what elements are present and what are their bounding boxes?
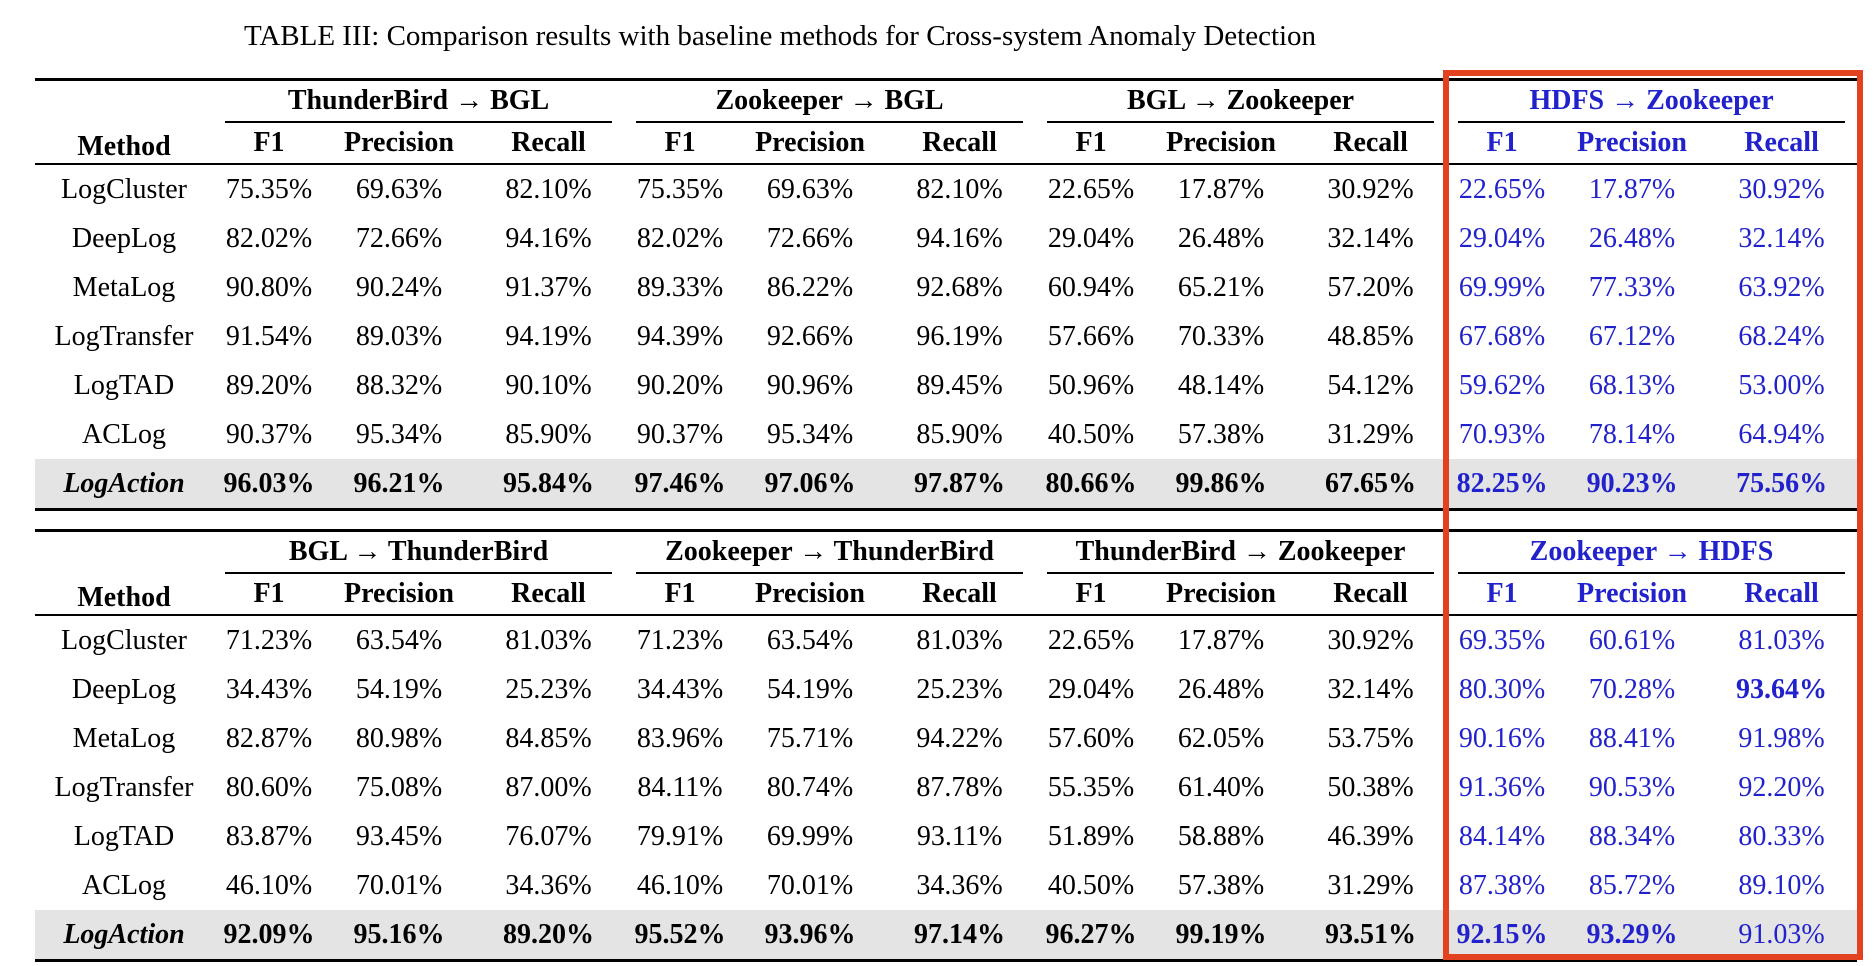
value-cell: 80.33% [1738, 820, 1825, 852]
value-cell: 31.29% [1327, 869, 1414, 901]
value-cell: 34.36% [505, 869, 592, 901]
metric-header-row [35, 123, 1857, 164]
value-cell: 85.90% [505, 418, 592, 450]
value-cell: 82.25% [1446, 459, 1558, 510]
group-header-label: ThunderBird → BGL [225, 83, 612, 123]
method-cell: LogCluster [61, 173, 187, 205]
value-cell: 48.85% [1327, 320, 1414, 352]
value-cell: 92.68% [916, 271, 1003, 303]
value-cell: 92.09% [213, 910, 325, 961]
value-cell: 82.02% [636, 222, 724, 254]
metric-header: Recall [884, 123, 1035, 164]
value-cell: 67.12% [1588, 320, 1676, 352]
table-row [35, 164, 1857, 214]
value-cell: 25.23% [916, 673, 1003, 705]
table-header [35, 531, 1857, 616]
value-cell: 65.21% [1177, 271, 1265, 303]
metric-header: Precision [736, 574, 884, 615]
value-cell: 71.23% [636, 624, 724, 656]
method-cell: LogAction [35, 910, 213, 961]
value-cell: 87.00% [505, 771, 592, 803]
metric-header: Recall [473, 123, 624, 164]
metric-header: Recall [1295, 123, 1446, 164]
table-row [35, 361, 1857, 410]
value-cell: 40.50% [1047, 418, 1135, 450]
value-cell: 94.39% [636, 320, 724, 352]
metric-header: F1 [1035, 574, 1147, 615]
value-cell: 90.20% [636, 369, 724, 401]
value-cell: 84.85% [505, 722, 592, 754]
metric-header: F1 [1035, 123, 1147, 164]
value-cell: 53.00% [1738, 369, 1825, 401]
method-cell: ACLog [82, 869, 166, 901]
value-cell: 72.66% [766, 222, 854, 254]
value-cell: 95.34% [766, 418, 854, 450]
value-cell: 31.29% [1327, 418, 1414, 450]
method-cell: LogAction [35, 459, 213, 510]
value-cell: 81.03% [916, 624, 1003, 656]
metric-header: Precision [325, 574, 473, 615]
metric-header: Precision [325, 123, 473, 164]
value-cell: 90.53% [1588, 771, 1676, 803]
value-cell: 95.16% [325, 910, 473, 961]
value-cell: 97.46% [624, 459, 736, 510]
value-cell: 91.37% [505, 271, 592, 303]
metric-header: Precision [1147, 123, 1295, 164]
value-cell: 75.08% [355, 771, 443, 803]
value-cell: 70.01% [355, 869, 443, 901]
value-cell: 88.34% [1588, 820, 1676, 852]
value-cell: 60.61% [1588, 624, 1676, 656]
metric-header: F1 [624, 123, 736, 164]
table-row [35, 665, 1857, 714]
value-cell: 93.11% [916, 820, 1003, 852]
value-cell: 95.34% [355, 418, 443, 450]
value-cell: 70.33% [1177, 320, 1265, 352]
value-cell: 34.43% [636, 673, 724, 705]
value-cell: 94.16% [916, 222, 1003, 254]
value-cell: 17.87% [1177, 173, 1265, 205]
value-cell: 82.10% [505, 173, 592, 205]
value-cell: 30.92% [1738, 173, 1825, 205]
value-cell: 62.05% [1177, 722, 1265, 754]
value-cell: 69.63% [355, 173, 443, 205]
value-cell: 92.15% [1446, 910, 1558, 961]
value-cell: 61.40% [1177, 771, 1265, 803]
value-cell: 58.88% [1177, 820, 1265, 852]
group-header [1446, 531, 1857, 575]
value-cell: 82.10% [916, 173, 1003, 205]
value-cell: 17.87% [1588, 173, 1676, 205]
value-cell: 50.96% [1047, 369, 1135, 401]
value-cell: 90.16% [1458, 722, 1546, 754]
value-cell: 97.87% [884, 459, 1035, 510]
group-header-label: ThunderBird → Zookeeper [1047, 534, 1434, 574]
value-cell: 54.19% [355, 673, 443, 705]
value-cell: 67.65% [1295, 459, 1446, 510]
value-cell: 80.74% [766, 771, 854, 803]
metric-header: F1 [624, 574, 736, 615]
value-cell: 91.98% [1738, 722, 1825, 754]
metric-header-row [35, 574, 1857, 615]
value-cell: 96.21% [325, 459, 473, 510]
group-header-label: Zookeeper → HDFS [1458, 534, 1845, 574]
value-cell: 54.12% [1327, 369, 1414, 401]
value-cell: 81.03% [1738, 624, 1825, 656]
value-cell: 34.43% [225, 673, 313, 705]
value-cell: 26.48% [1177, 673, 1265, 705]
group-header [213, 80, 624, 124]
value-cell: 26.48% [1588, 222, 1676, 254]
value-cell: 29.04% [1047, 673, 1135, 705]
value-cell: 96.19% [916, 320, 1003, 352]
value-cell: 95.52% [624, 910, 736, 961]
value-cell: 96.03% [213, 459, 325, 510]
method-cell: ACLog [82, 418, 166, 450]
group-header [1035, 80, 1446, 124]
value-cell: 84.11% [637, 771, 723, 803]
value-cell: 59.62% [1458, 369, 1546, 401]
table-row [35, 263, 1857, 312]
value-cell: 46.39% [1327, 820, 1414, 852]
table-row [35, 763, 1857, 812]
value-cell: 17.87% [1177, 624, 1265, 656]
value-cell: 50.38% [1327, 771, 1414, 803]
group-header [213, 531, 624, 575]
table-row [35, 410, 1857, 459]
value-cell: 46.10% [225, 869, 313, 901]
value-cell: 95.84% [473, 459, 624, 510]
method-cell: LogCluster [61, 624, 187, 656]
value-cell: 32.14% [1738, 222, 1825, 254]
group-header [624, 80, 1035, 124]
value-cell: 69.63% [766, 173, 854, 205]
value-cell: 55.35% [1047, 771, 1135, 803]
method-cell: DeepLog [71, 222, 177, 254]
value-cell: 60.94% [1047, 271, 1135, 303]
value-cell: 87.78% [916, 771, 1003, 803]
value-cell: 68.24% [1738, 320, 1825, 352]
group-header-row [35, 80, 1857, 124]
table-row [35, 615, 1857, 665]
results-table-bottom [35, 529, 1857, 962]
table-row [35, 812, 1857, 861]
value-cell: 76.07% [505, 820, 592, 852]
value-cell: 57.60% [1047, 722, 1135, 754]
value-cell: 93.64% [1736, 673, 1828, 705]
table-row [35, 714, 1857, 763]
value-cell: 89.20% [225, 369, 313, 401]
value-cell: 90.37% [225, 418, 313, 450]
value-cell: 90.23% [1558, 459, 1706, 510]
metric-header: F1 [213, 123, 325, 164]
value-cell: 83.96% [636, 722, 724, 754]
value-cell: 70.93% [1458, 418, 1546, 450]
value-cell: 80.66% [1035, 459, 1147, 510]
metric-header: F1 [1446, 123, 1558, 164]
value-cell: 72.66% [355, 222, 443, 254]
metric-header: Precision [1558, 123, 1706, 164]
value-cell: 22.65% [1458, 173, 1546, 205]
value-cell: 93.51% [1295, 910, 1446, 961]
value-cell: 96.27% [1035, 910, 1147, 961]
value-cell: 69.99% [766, 820, 854, 852]
value-cell: 75.71% [766, 722, 854, 754]
value-cell: 75.56% [1706, 459, 1857, 510]
table-header [35, 80, 1857, 165]
value-cell: 86.22% [766, 271, 854, 303]
metric-header: Precision [1147, 574, 1295, 615]
value-cell: 94.19% [505, 320, 592, 352]
value-cell: 89.20% [473, 910, 624, 961]
table-row [35, 861, 1857, 910]
value-cell: 22.65% [1047, 624, 1135, 656]
value-cell: 97.06% [736, 459, 884, 510]
value-cell: 63.92% [1738, 271, 1825, 303]
method-column-header: Method [35, 531, 213, 616]
value-cell: 93.45% [355, 820, 443, 852]
value-cell: 51.89% [1047, 820, 1135, 852]
value-cell: 54.19% [766, 673, 854, 705]
group-header-label: BGL → Zookeeper [1047, 83, 1434, 123]
value-cell: 82.02% [225, 222, 313, 254]
value-cell: 90.10% [505, 369, 592, 401]
value-cell: 63.54% [766, 624, 854, 656]
value-cell: 88.32% [355, 369, 443, 401]
metric-header: F1 [213, 574, 325, 615]
group-header-label: Zookeeper → ThunderBird [636, 534, 1023, 574]
value-cell: 34.36% [916, 869, 1003, 901]
value-cell: 22.65% [1047, 173, 1135, 205]
method-cell: LogTransfer [54, 771, 194, 803]
value-cell: 94.22% [916, 722, 1003, 754]
method-cell: LogTransfer [54, 320, 194, 352]
value-cell: 89.45% [916, 369, 1003, 401]
value-cell: 57.20% [1327, 271, 1414, 303]
value-cell: 67.68% [1458, 320, 1546, 352]
metric-header: Recall [884, 574, 1035, 615]
value-cell: 84.14% [1458, 820, 1546, 852]
table-body [35, 164, 1857, 510]
method-cell: LogTAD [73, 369, 175, 401]
metric-header: F1 [1446, 574, 1558, 615]
group-header [1446, 80, 1857, 124]
value-cell: 29.04% [1047, 222, 1135, 254]
value-cell: 97.14% [884, 910, 1035, 961]
value-cell: 48.14% [1177, 369, 1265, 401]
value-cell: 81.03% [505, 624, 592, 656]
metric-header: Recall [1706, 123, 1857, 164]
value-cell: 40.50% [1047, 869, 1135, 901]
group-header [624, 531, 1035, 575]
value-cell: 29.04% [1458, 222, 1546, 254]
value-cell: 75.35% [225, 173, 313, 205]
value-cell: 85.72% [1588, 869, 1676, 901]
value-cell: 92.20% [1738, 771, 1825, 803]
metric-header: Precision [1558, 574, 1706, 615]
table-row [35, 312, 1857, 361]
value-cell: 70.28% [1588, 673, 1676, 705]
value-cell: 78.14% [1588, 418, 1676, 450]
value-cell: 26.48% [1177, 222, 1265, 254]
value-cell: 69.35% [1458, 624, 1546, 656]
value-cell: 93.96% [736, 910, 884, 961]
value-cell: 90.80% [225, 271, 313, 303]
value-cell: 30.92% [1327, 624, 1414, 656]
group-header-label: Zookeeper → BGL [636, 83, 1023, 123]
value-cell: 46.10% [636, 869, 724, 901]
value-cell: 57.66% [1047, 320, 1135, 352]
method-cell: MetaLog [72, 271, 176, 303]
value-cell: 94.16% [505, 222, 592, 254]
method-cell: DeepLog [71, 673, 177, 705]
value-cell: 99.86% [1147, 459, 1295, 510]
value-cell: 32.14% [1327, 673, 1414, 705]
value-cell: 80.30% [1458, 673, 1546, 705]
value-cell: 99.19% [1147, 910, 1295, 961]
value-cell: 68.13% [1588, 369, 1676, 401]
value-cell: 91.36% [1458, 771, 1546, 803]
value-cell: 90.96% [766, 369, 854, 401]
method-cell: LogTAD [73, 820, 175, 852]
value-cell: 83.87% [225, 820, 313, 852]
value-cell: 79.91% [636, 820, 724, 852]
value-cell: 70.01% [766, 869, 854, 901]
results-table-top [35, 78, 1857, 511]
method-column-header: Method [35, 80, 213, 165]
table-body [35, 615, 1857, 961]
value-cell: 57.38% [1177, 418, 1265, 450]
table-row [35, 214, 1857, 263]
value-cell: 93.29% [1558, 910, 1706, 961]
value-cell: 63.54% [355, 624, 443, 656]
value-cell: 82.87% [225, 722, 313, 754]
table-row [35, 910, 1857, 961]
metric-header: Precision [736, 123, 884, 164]
value-cell: 89.10% [1738, 869, 1825, 901]
method-cell: MetaLog [72, 722, 176, 754]
value-cell: 88.41% [1588, 722, 1676, 754]
value-cell: 91.54% [225, 320, 313, 352]
table-row [35, 459, 1857, 510]
group-header-row [35, 531, 1857, 575]
metric-header: Recall [1706, 574, 1857, 615]
value-cell: 57.38% [1177, 869, 1265, 901]
value-cell: 92.66% [766, 320, 854, 352]
group-header-label: HDFS → Zookeeper [1458, 83, 1845, 123]
group-header-label: BGL → ThunderBird [225, 534, 612, 574]
value-cell: 91.03% [1706, 910, 1857, 961]
table-caption: TABLE III: Comparison results with baseline methods for Cross-system Anomaly Detection [243, 20, 1317, 52]
value-cell: 90.24% [355, 271, 443, 303]
value-cell: 77.33% [1588, 271, 1676, 303]
value-cell: 64.94% [1738, 418, 1825, 450]
value-cell: 80.98% [355, 722, 443, 754]
metric-header: Recall [1295, 574, 1446, 615]
metric-header: Recall [473, 574, 624, 615]
value-cell: 71.23% [225, 624, 313, 656]
value-cell: 85.90% [916, 418, 1003, 450]
value-cell: 89.33% [636, 271, 724, 303]
group-header [1035, 531, 1446, 575]
value-cell: 69.99% [1458, 271, 1546, 303]
value-cell: 87.38% [1458, 869, 1546, 901]
value-cell: 30.92% [1327, 173, 1414, 205]
value-cell: 25.23% [505, 673, 592, 705]
value-cell: 90.37% [636, 418, 724, 450]
value-cell: 75.35% [636, 173, 724, 205]
value-cell: 32.14% [1327, 222, 1414, 254]
value-cell: 80.60% [225, 771, 313, 803]
value-cell: 53.75% [1327, 722, 1414, 754]
value-cell: 89.03% [355, 320, 443, 352]
